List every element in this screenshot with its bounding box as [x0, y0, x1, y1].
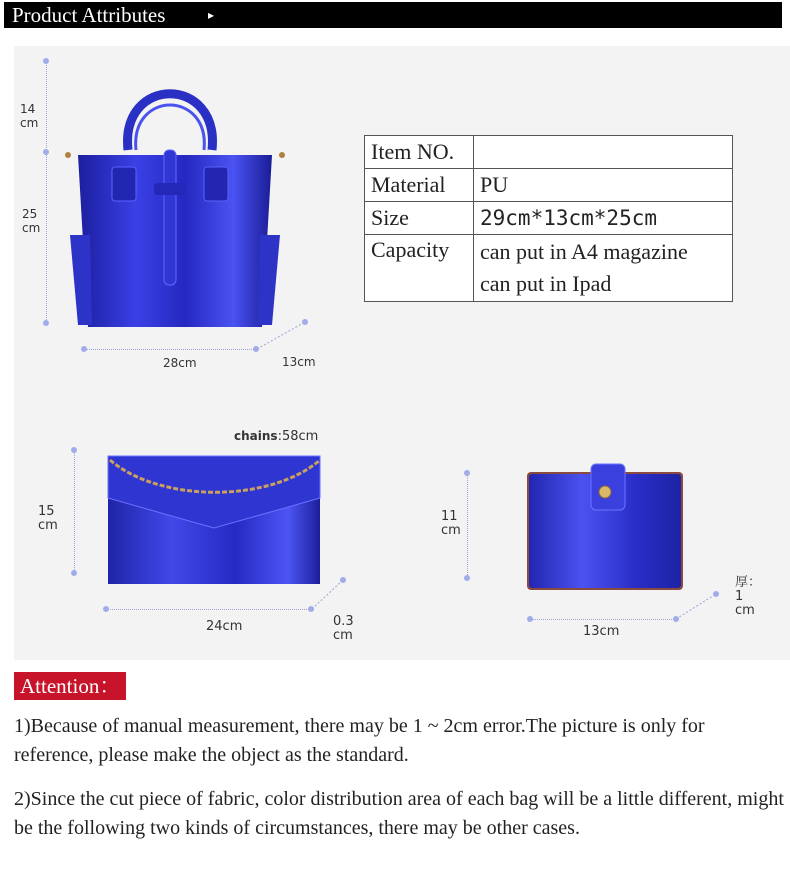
clutch-width-line — [106, 609, 311, 610]
measure-dot — [71, 447, 77, 453]
clutch-depth-line — [310, 576, 350, 612]
attention-paragraph-2: 2)Since the cut piece of fabric, color distribution area of each bag will be a little different, might be the following two kinds of circumstances, there may be other cases. — [14, 788, 784, 839]
wallet-image — [525, 462, 685, 592]
measure-dot — [81, 346, 87, 352]
table-row — [365, 235, 733, 302]
arrow-right-icon: ▸ — [208, 8, 215, 22]
measure-dot — [464, 575, 470, 581]
header-bar — [4, 2, 782, 28]
tote-length-label: 28cm — [163, 356, 197, 370]
table-row — [365, 202, 733, 235]
wallet-width-label: 13cm — [583, 624, 620, 639]
tote-height-top-label: 14 cm — [20, 102, 39, 130]
measure-dot — [464, 470, 470, 476]
tote-height-line — [46, 62, 47, 324]
attr-value: PU — [474, 169, 733, 202]
clutch-height-line — [74, 450, 75, 574]
attr-value: can put in A4 magazine can put in Ipad — [474, 235, 733, 302]
attr-value — [474, 136, 733, 169]
measure-dot — [43, 58, 49, 64]
clutch-bag-image — [100, 448, 330, 588]
attr-value: 29cm*13cm*25cm — [474, 202, 733, 235]
attention-paragraph-1: 1)Because of manual measurement, there may be 1 ~ 2cm error.The picture is only for reference, please make the object as the standard. — [14, 715, 705, 766]
clutch-depth-label: 0.3 cm — [333, 614, 354, 643]
clutch-chains-label: chains:58cm — [234, 429, 319, 444]
measure-dot — [43, 320, 49, 326]
attr-key: Size — [365, 202, 474, 235]
wallet-height-line — [467, 473, 468, 579]
measure-dot — [103, 606, 109, 612]
measure-dot — [71, 570, 77, 576]
tote-height-main-label: 25 cm — [22, 207, 41, 235]
tote-bag-image — [60, 55, 290, 335]
clutch-height-label: 15 cm — [38, 504, 58, 533]
measure-dot — [527, 616, 533, 622]
tote-length-line — [84, 349, 256, 350]
wallet-thickness-line — [674, 590, 722, 622]
attr-key: Item NO. — [365, 136, 474, 169]
measure-dot — [43, 149, 49, 155]
attention-label: Attention： — [20, 674, 121, 698]
wallet-thickness-label: 厚： 1 cm — [735, 575, 762, 618]
tote-depth-line — [255, 318, 310, 352]
table-row — [365, 169, 733, 202]
attr-key: Material — [365, 169, 474, 202]
attribute-table — [364, 135, 733, 302]
attr-key: Capacity — [365, 235, 474, 302]
tote-depth-label: 13cm — [282, 355, 316, 369]
wallet-width-line — [530, 619, 676, 620]
attention-badge — [14, 672, 126, 700]
clutch-width-label: 24cm — [206, 619, 243, 634]
wallet-height-label: 11 cm — [441, 509, 461, 538]
page-title: Product Attributes — [12, 3, 166, 27]
table-row — [365, 136, 733, 169]
